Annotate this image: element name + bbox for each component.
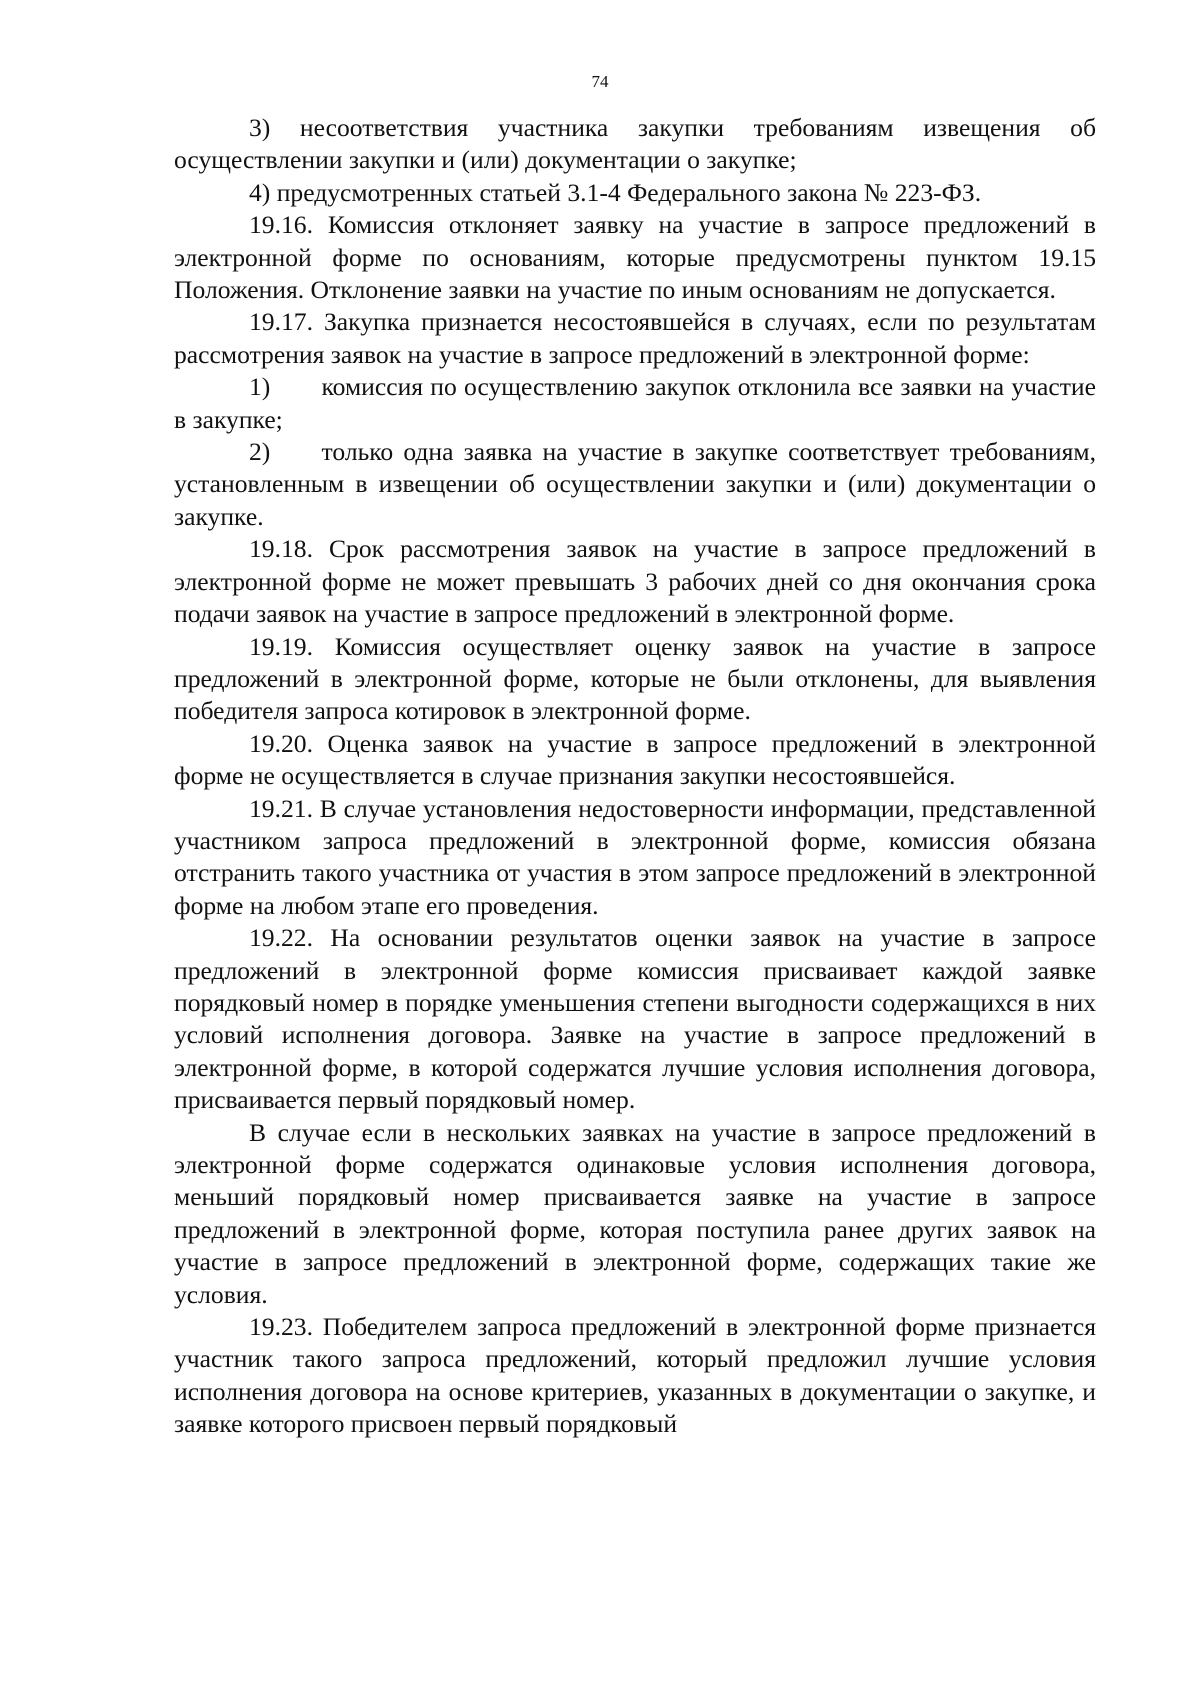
document-body — [174, 112, 1096, 1441]
paragraph-19-22: 19.22. На основании результатов оценки заявок на участие в запросе предложений в электронной форме комиссия присваивает каждой заявке порядковый номер в порядке уменьшения степени выгодности содержащихся в них условий исполнения договора. Заявке на участие в запросе предложений в электронной форме, в которой содержатся лучшие условия исполнения договора, присваивается первый порядковый номер. — [174, 923, 1096, 1115]
paragraph-item-3: 3) несоответствия участника закупки требованиям извещения об осуществлении закупки и (или) документации о закупке; — [174, 113, 1096, 175]
page-number: 74 — [591, 72, 609, 91]
paragraph-19-18: 19.18. Срок рассмотрения заявок на участие в запросе предложений в электронной форме не может превышать 3 рабочих дней со дня окончания срока подачи заявок на участие в запросе предложений в электронной форме. — [174, 534, 1096, 629]
paragraph-19-20: 19.20. Оценка заявок на участие в запросе предложений в электронной форме не осуществляется в случае признания закупки несостоявшейся. — [174, 728, 1096, 791]
paragraph-subitem-1: 1) комиссия по осуществлению закупок отклонила все заявки на участие в закупке; — [174, 372, 1096, 434]
paragraph-19-21: 19.21. В случае установления недостоверности информации, представленной участником запроса предложений в электронной форме, комиссия обязана отстранить такого участника от участия в этом запросе предложений в электронной форме на любом этапе его проведения. — [174, 793, 1096, 920]
paragraph-item-4: 4) предусмотренных статьей 3.1-4 Федерального закона № 223-ФЗ. — [249, 177, 982, 207]
paragraph-19-19: 19.19. Комиссия осуществляет оценку заявок на участие в запросе предложений в электронной форме, которые не были отклонены, для выявления победителя запроса котировок в электронной форме. — [174, 631, 1096, 726]
paragraph-subitem-2: 2) только одна заявка на участие в закупке соответствует требованиям, установленным в извещении об осуществлении закупки и (или) документации о закупке. — [174, 437, 1096, 531]
paragraph-19-23: 19.23. Победителем запроса предложений в электронной форме признается участник такого запроса предложений, который предложил лучшие условия исполнения договора на основе критериев, указанных в документации о закупке, и заявке которого присвоен первый порядковый — [174, 1312, 1096, 1439]
paragraph-19-17: 19.17. Закупка признается несостоявшейся в случаях, если по результатам рассмотрения заявок на участие в запросе предложений в электронной форме: — [174, 307, 1096, 369]
paragraph-19-16: 19.16. Комиссия отклоняет заявку на участие в запросе предложений в электронной форме по основаниям, которые предусмотрены пунктом 19.15 Положения. Отклонение заявки на участие по иным основаниям не допускается. — [174, 210, 1096, 305]
paragraph-19-22-continued: В случае если в нескольких заявках на участие в запросе предложений в электронной форме содержатся одинаковые условия исполнения договора, меньший порядковый номер присваивается заявке на участие в запросе предложений в электронной форме, которая поступила ранее других заявок на участие в запросе предложений в электронной форме, содержащих такие же условия. — [174, 1117, 1096, 1309]
